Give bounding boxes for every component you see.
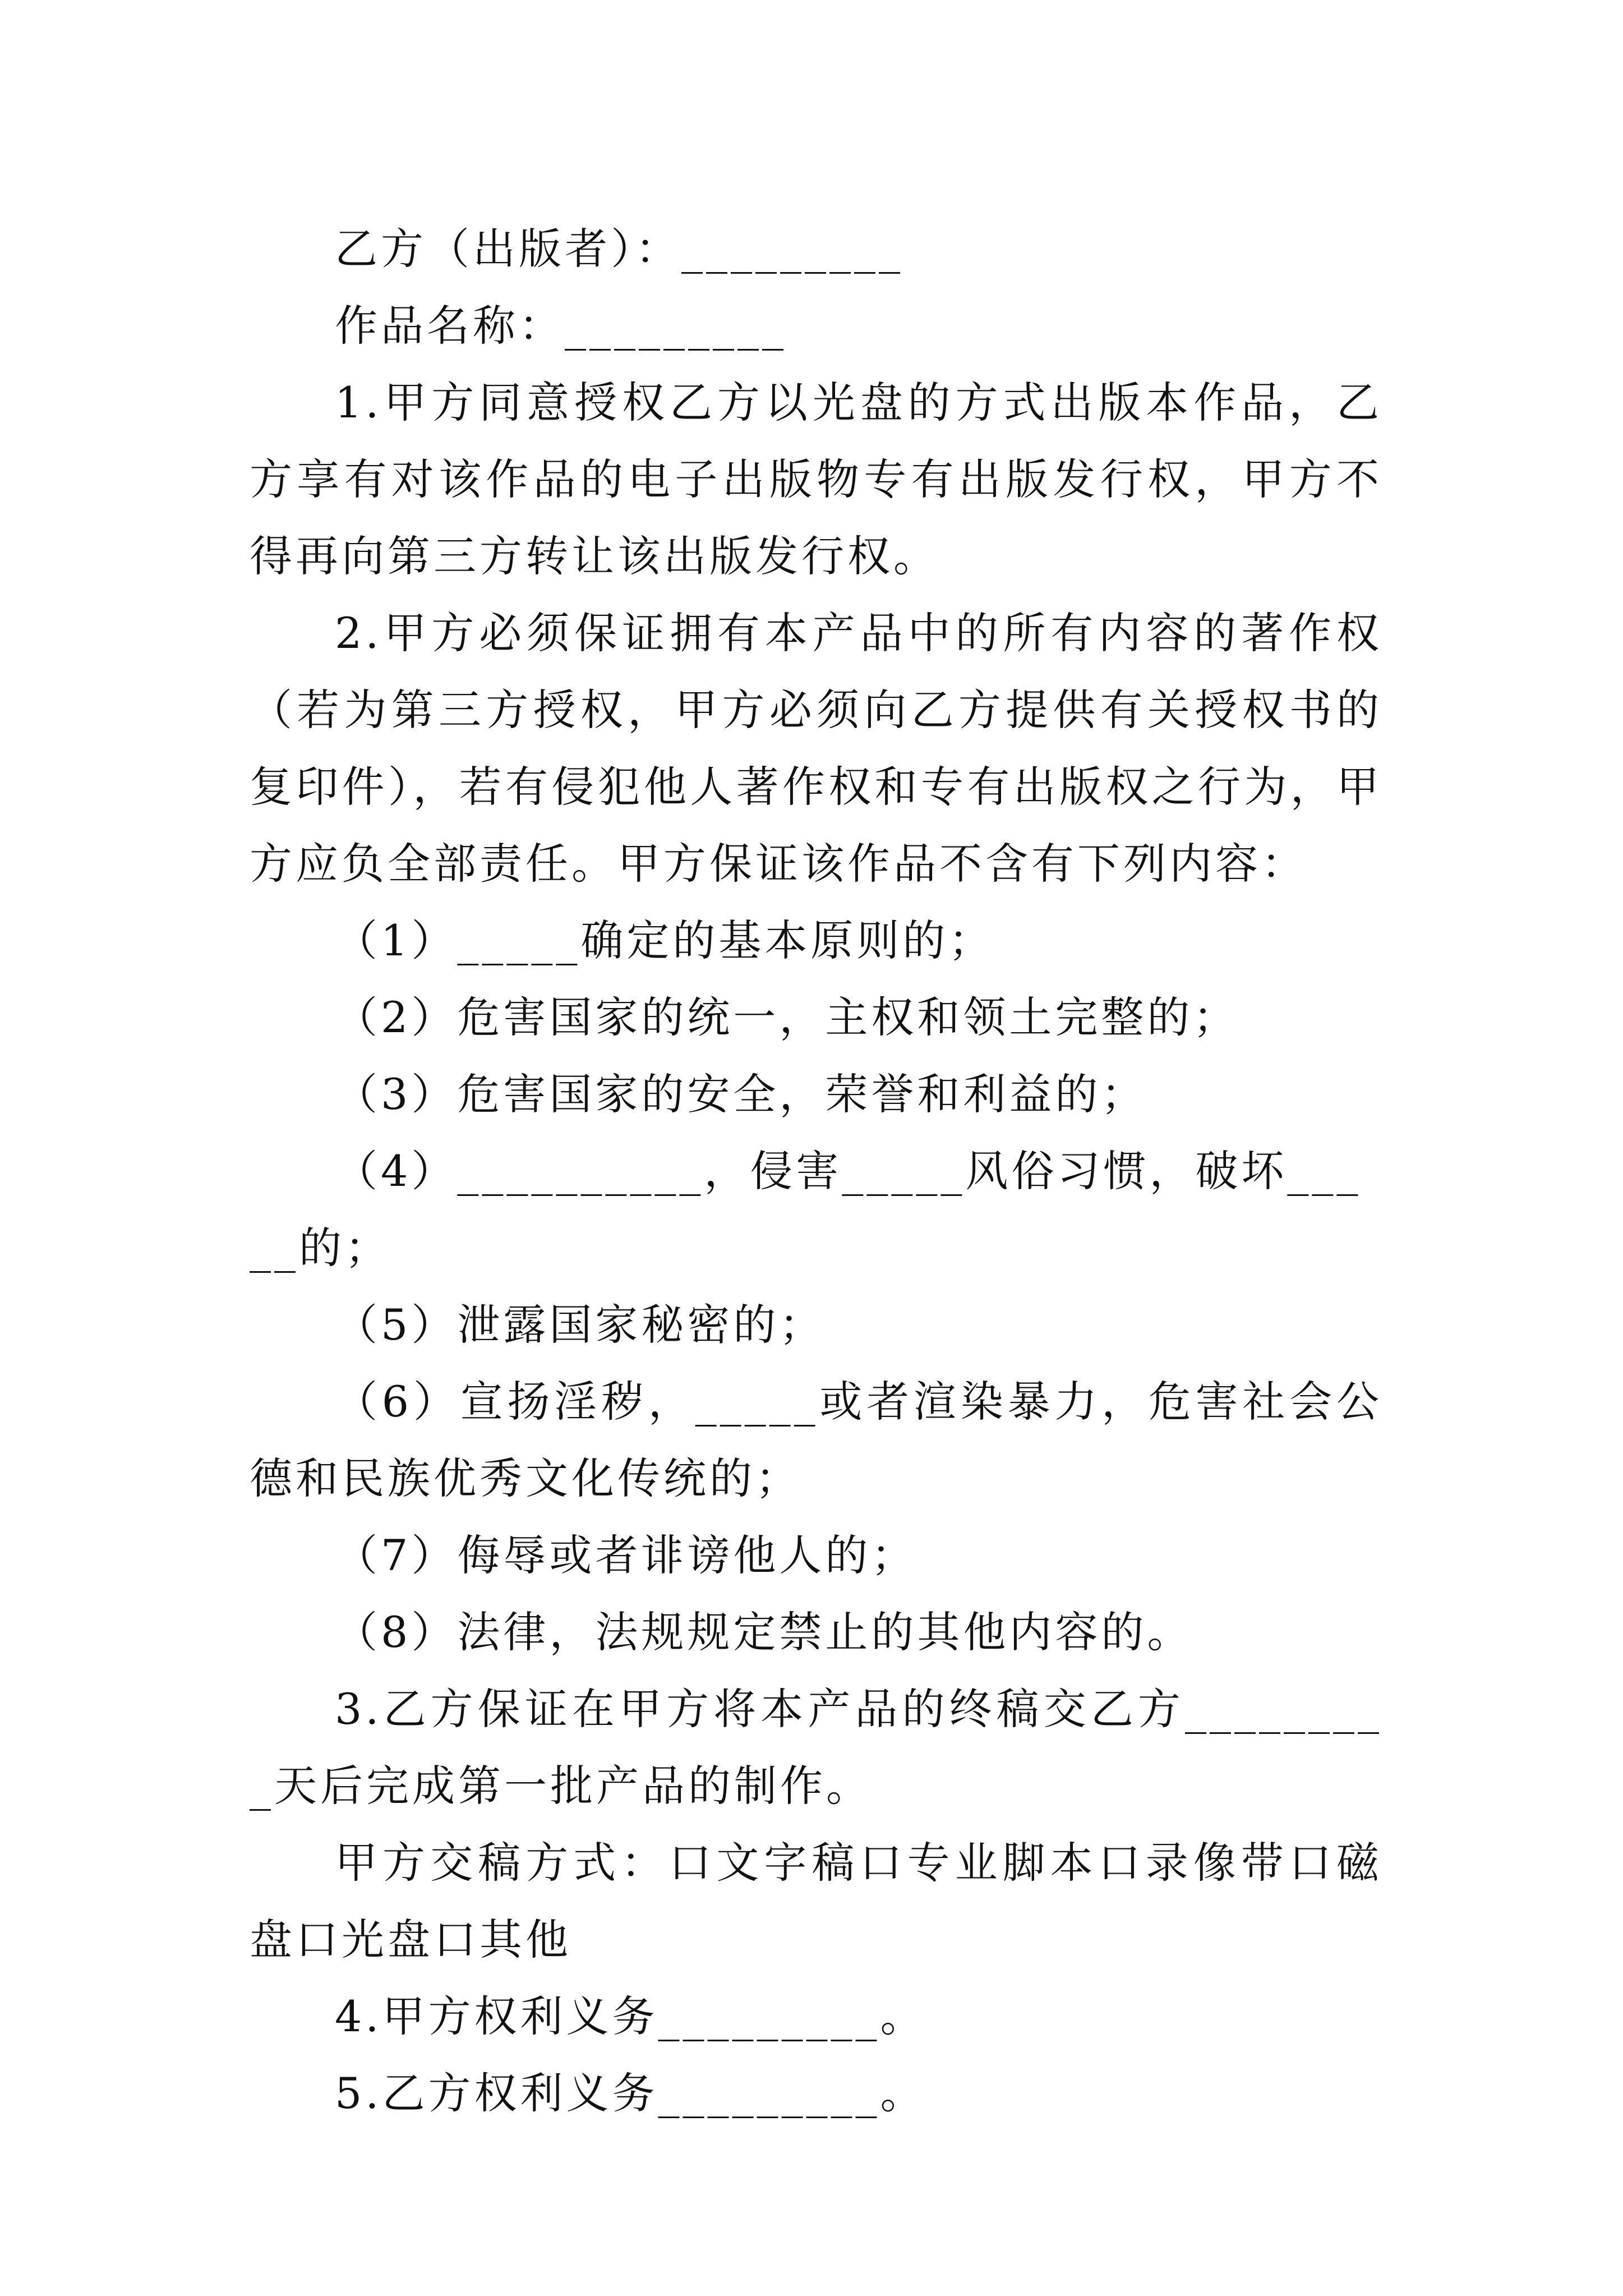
contract-body xyxy=(250,210,1382,2132)
clause-2: 2.甲方必须保证拥有本产品中的所有内容的著作权（若为第三方授权，甲方必须向乙方提供有关授权书的复印件），若有侵犯他人著作权和专有出版权之行为，甲方应负全部责任。甲方保证该作品不含有下列内容： xyxy=(250,608,1382,889)
submission-method-line: 甲方交稿方式：口文字稿口专业脚本口录像带口磁盘口光盘口其他 xyxy=(250,1838,1382,1964)
party-b-publisher-line: 乙方（出版者）：_________ xyxy=(335,224,903,274)
prohibited-item-6: （6）宣扬淫秽，_____或者渲染暴力，危害社会公德和民族优秀文化传统的； xyxy=(250,1377,1382,1503)
prohibited-item-7: （7）侮辱或者诽谤他人的； xyxy=(335,1530,917,1580)
clause-3: 3.乙方保证在甲方将本产品的终稿交乙方_________天后完成第一批产品的制作。 xyxy=(250,1684,1382,1811)
prohibited-item-5: （5）泄露国家秘密的； xyxy=(335,1300,826,1350)
prohibited-item-4: （4）__________，侵害_____风俗习惯，破坏_____的； xyxy=(250,1146,1362,1273)
prohibited-item-1: （1）_____确定的基本原则的； xyxy=(335,915,995,965)
prohibited-item-8: （8）法律，法规规定禁止的其他内容的。 xyxy=(335,1607,1193,1657)
clause-4: 4.甲方权利义务_________。 xyxy=(335,1991,926,2041)
work-title-line: 作品名称：_________ xyxy=(335,301,787,351)
clause-5: 5.乙方权利义务_________。 xyxy=(335,2068,926,2118)
prohibited-item-3: （3）危害国家的安全，荣誉和利益的； xyxy=(335,1069,1147,1119)
prohibited-item-2: （2）危害国家的统一，主权和领土完整的； xyxy=(335,992,1239,1042)
clause-1: 1.甲方同意授权乙方以光盘的方式出版本作品，乙方享有对该作品的电子出版物专有出版发行权，甲方不得再向第三方转让该出版发行权。 xyxy=(250,378,1382,581)
